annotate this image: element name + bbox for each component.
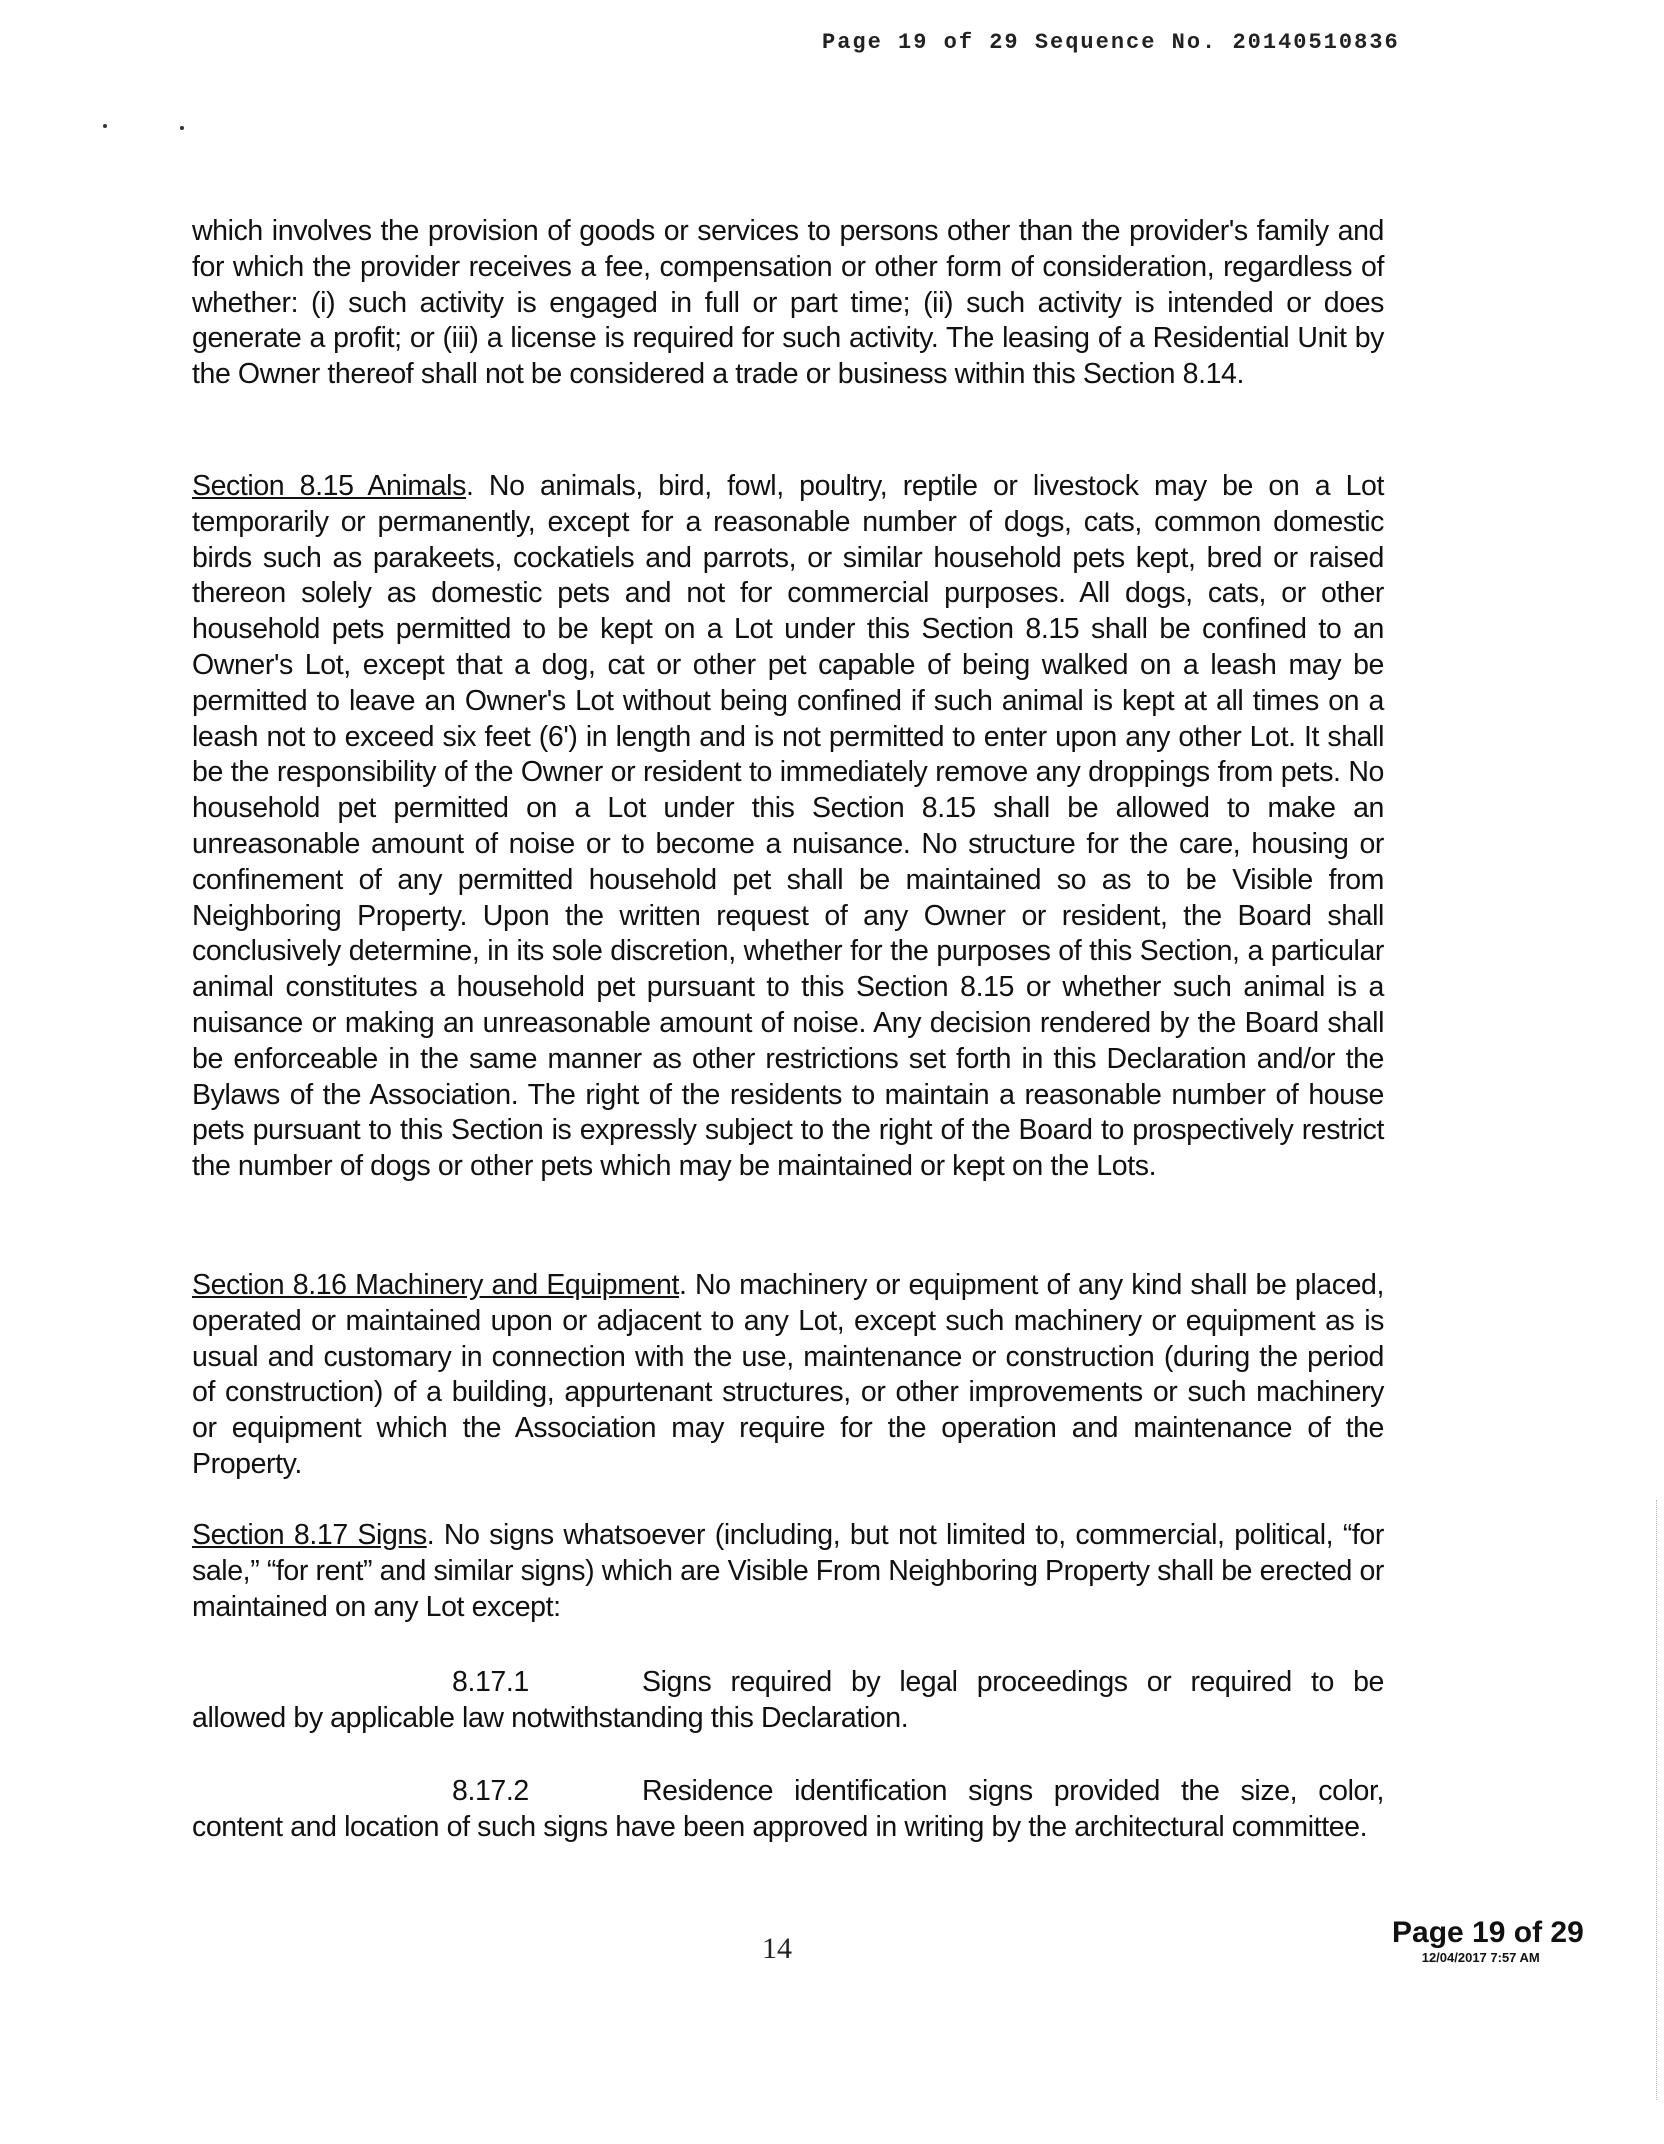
section-heading: Section 8.16 Machinery and Equipment — [192, 1269, 679, 1301]
section-8-16-paragraph — [192, 1268, 1384, 1483]
subsection-text: Signs required by legal proceedings or required to be allowed by applicable law notwithstanding this Declaration. — [192, 1666, 1384, 1734]
page-number: 14 — [762, 1932, 792, 1965]
scan-edge-line — [1656, 1500, 1658, 2100]
section-body: . No animals, bird, fowl, poultry, reptile or livestock may be on a Lot temporarily or permanently, except for a reasonable number of dogs, cats, common domestic birds such as parakeets, cockatiels and parrots, or similar household pets kept, bred or raised thereon solely as domestic pets and not for commercial purposes. All dogs, cats, or other household pets permitted to be kept on a Lot under this Section 8.15 shall be confined to an Owner's Lot, except that a dog, cat or other pet capable of being walked on a leash may be permitted to leave an Owner's Lot without being confined if such animal is kept at all times on a leash not to exceed six feet (6') in length and is not permitted to enter upon any other Lot. It shall be the responsibility of the Owner or resident to immediately remove any droppings from pets. No household pet permitted on a Lot under this Section 8.15 shall be allowed to make an unreasonable amount of noise or to become a nuisance. No structure for the care, housing or confinement of any permitted household pet shall be maintained so as to be Visible from Neighboring Property. Upon the written request of any Owner or resident, the Board shall conclusively determine, in its sole discretion, whether for the purposes of this Section, a particular animal constitutes a household pet pursuant to this Section 8.15 or whether such animal is a nuisance or making an unreasonable amount of noise. Any decision rendered by the Board shall be enforceable in the same manner as other restrictions set forth in this Declaration and/or the Bylaws of the Association. The right of the residents to maintain a reasonable number of house pets pursuant to this Section is expressly subject to the right of the Board to prospectively restrict the number of dogs or other pets which may be maintained or kept on the Lots. — [192, 470, 1384, 1183]
section-8-15 — [192, 469, 1384, 1185]
stamp-title: Page 19 of 29 — [1392, 1916, 1584, 1949]
subsection-paragraph — [192, 1774, 1384, 1846]
section-8-16 — [192, 1268, 1384, 1483]
subsection-number: 8.17.1 — [452, 1666, 529, 1698]
subsection-8-17-1 — [192, 1665, 1384, 1737]
section-body: . No machinery or equipment of any kind shall be placed, operated or maintained upon or adjacent to any Lot, except such machinery or equipment as is usual and customary in connection with the use, maintenance or construction (during the period of construction) of a building, appurtenant structures, or other improvements or such machinery or equipment which the Association may require for the operation and maintenance of the Property. — [192, 1269, 1384, 1480]
scan-speck — [103, 124, 107, 128]
section-8-17-paragraph — [192, 1518, 1384, 1625]
paragraph-text: which involves the provision of goods or services to persons other than the provider's family and for which the provider receives a fee, compensation or other form of consideration, regardless of whether: (i) such activity is engaged in full or part time; (ii) such activity is intended or does generate a profit; or (iii) a license is required for such activity. The leasing of a Residential Unit by the Owner thereof shall not be considered a trade or business within this Section 8.14. — [192, 215, 1384, 391]
page-header: Page 19 of 29 Sequence No. 20140510836 — [822, 30, 1400, 55]
subsection-8-17-2 — [192, 1774, 1384, 1846]
section-8-15-paragraph — [192, 469, 1384, 1185]
subsection-text: Residence identification signs provided the size, color, content and location of such signs have been approved in writing by the architectural committee. — [192, 1775, 1384, 1843]
paragraph-continuation — [192, 214, 1384, 393]
subsection-paragraph — [192, 1665, 1384, 1737]
recording-stamp — [1392, 1916, 1584, 1966]
section-8-17 — [192, 1518, 1384, 1625]
stamp-date: 12/04/2017 7:57 AM — [1421, 1950, 1540, 1965]
section-heading: Section 8.17 Signs — [192, 1519, 427, 1551]
subsection-number: 8.17.2 — [452, 1775, 529, 1807]
section-heading: Section 8.15 Animals — [192, 470, 466, 502]
scan-speck — [180, 126, 184, 130]
section-body: . No signs whatsoever (including, but not limited to, commercial, political, “for sale,” “for rent” and similar signs) which are Visible From Neighboring Property shall be erected or maintained on any Lot except: — [192, 1519, 1384, 1623]
